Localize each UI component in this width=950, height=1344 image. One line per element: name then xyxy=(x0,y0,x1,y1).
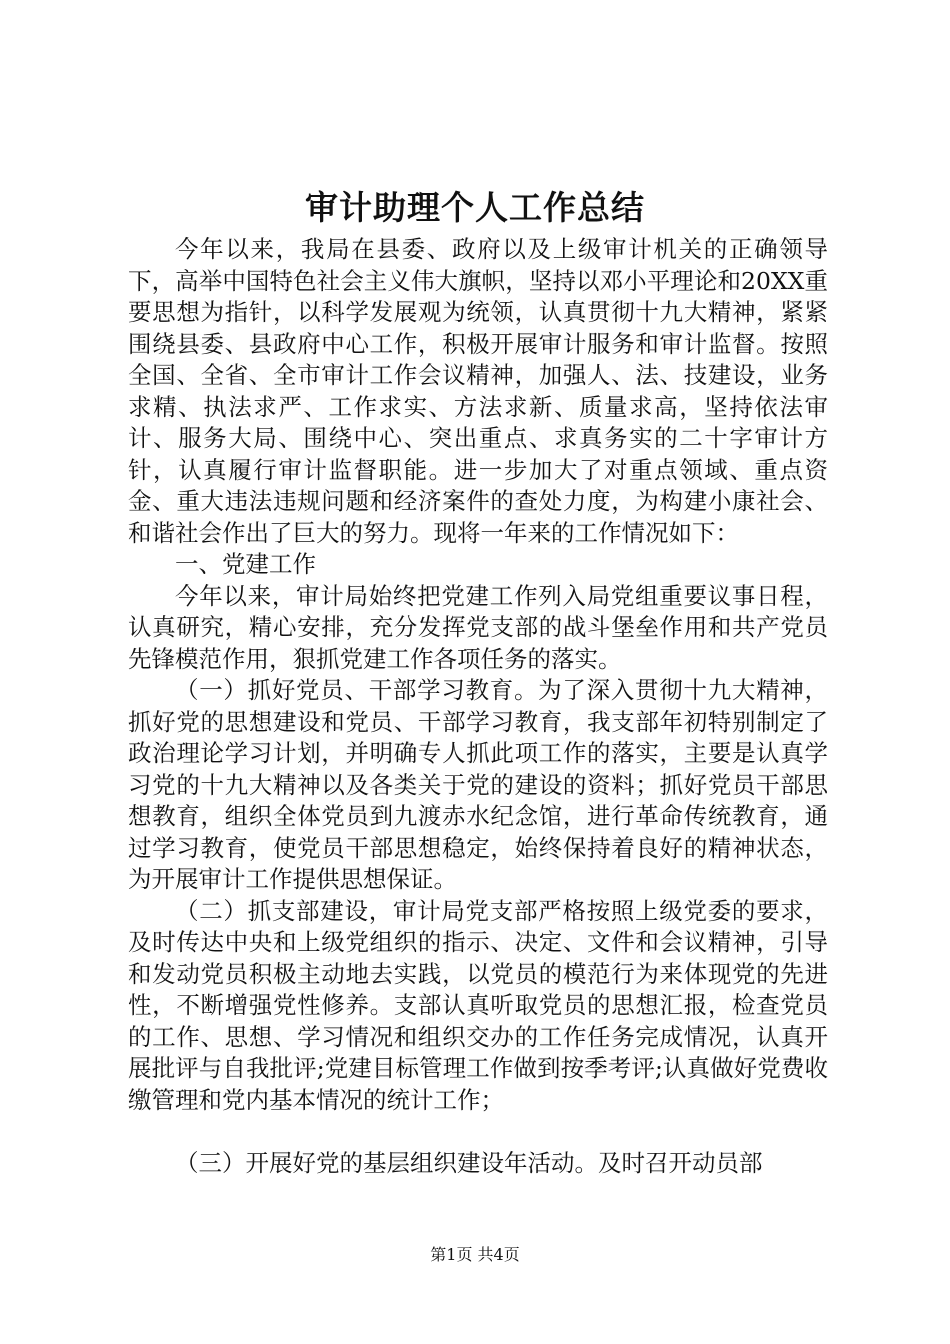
document-body xyxy=(128,234,828,1179)
section-heading-party-building: 一、党建工作 xyxy=(175,550,316,578)
paragraph-item-1: （一）抓好党员、干部学习教育。为了深入贯彻十九大精神，抓好党的思想建设和党员、干部学习教育，我支部年初特别制定了政治理论学习计划，并明确专人抓此项工作的落实，主要是认真学习党的十九大精神以及各类关于党的建设的资料；抓好党员干部思想教育，组织全体党员到九渡赤水纪念馆，进行革命传统教育，通过学习教育，使党员干部思想稳定，始终保持着良好的精神状态，为开展审计工作提供思想保证。 xyxy=(128,676,828,893)
paragraph-item-3: （三）开展好党的基层组织建设年活动。及时召开动员部 xyxy=(175,1148,763,1177)
paragraph-intro: 今年以来，我局在县委、政府以及上级审计机关的正确领导下，高举中国特色社会主义伟大旗帜，坚持以邓小平理论和20XX重要思想为指针，以科学发展观为统领，认真贯彻十九大精神，紧紧围绕县委、县政府中心工作，积极开展审计服务和审计监督。按照全国、全省、全市审计工作会议精神，加强人、法、技建设，业务求精、执法求严、工作求实、方法求新、质量求高，坚持依法审计、服务大局、围绕中心、突出重点、求真务实的二十字审计方针，认真履行审计监督职能。进一步加大了对重点领域、重点资金、重大违法违规问题和经济案件的查处力度，为构建小康社会、和谐社会作出了巨大的努力。现将一年来的工作情况如下： xyxy=(128,235,828,547)
paragraph-item-2: （二）抓支部建设，审计局党支部严格按照上级党委的要求，及时传达中央和上级党组织的指示、决定、文件和会议精神，引导和发动党员积极主动地去实践，以党员的模范行为来体现党的先进性，不断增强党性修养。支部认真听取党员的思想汇报，检查党员的工作、思想、学习情况和组织交办的工作任务完成情况，认真开展批评与自我批评;党建目标管理工作做到按季考评;认真做好党费收缴管理和党内基本情况的统计工作； xyxy=(128,896,828,1114)
document-title: 审计助理个人工作总结 xyxy=(305,188,645,227)
paragraph-party-building: 今年以来，审计局始终把党建工作列入局党组重要议事日程，认真研究，精心安排，充分发挥党支部的战斗堡垒作用和共产党员先锋模范作用，狠抓党建工作各项任务的落实。 xyxy=(128,581,828,673)
page-footer: 第1页 共4页 xyxy=(430,1245,520,1264)
